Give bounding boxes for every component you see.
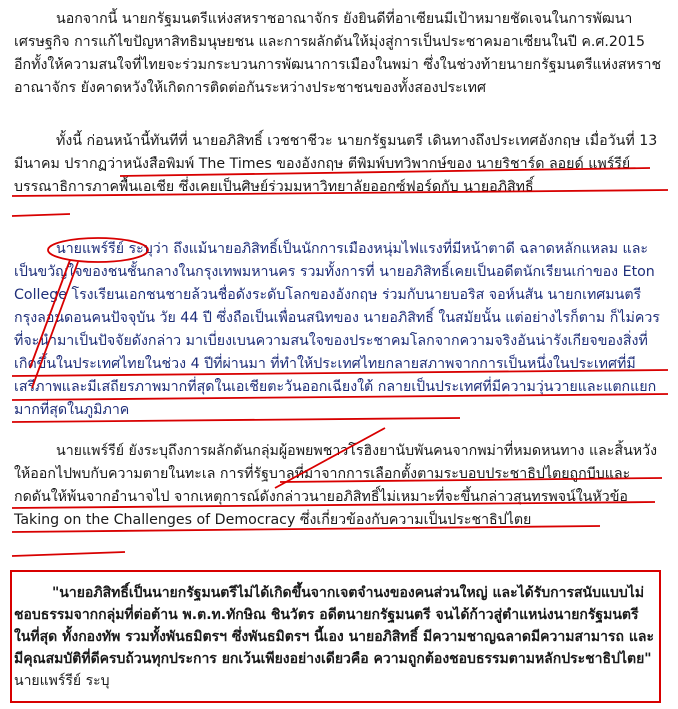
paragraph-rohingya: นายแพร์รีย์ ยังระบุถึงการผลักดันกลุ่มผู้อพยพชาวโรฮิงยานับพันคนจากพม่าที่หมดหนทาง และสิ้นหวังให้ออกไปพบกับความตายในทะเล การที่รัฐบาลที่มาจากการเลือกตั้งตามระบอบประชาธิปไตยถูกบีบและกดดันให้พ้นจากอำนาจไป จากเหตุการณ์ดังกล่าวนายอภิสิทธิ์ไม่เหมาะที่จะขึ้นกล่าวสุนทรพจน์ในหัวข้อ Taking on the Challenges of Democracy ซึ่งเกี่ยวข้องกับความเป็นประชาธิปไตย — [14, 443, 658, 528]
paragraph-times-critique: ทั้งนี้ ก่อนหน้านี้ทันทีที่ นายอภิสิทธิ์ เวชชาชีวะ นายกรัฐมนตรี เดินทางถึงประเทศอังกฤษ เมื่อวันที่ 13 มีนาคม ปรากฏว่าหนังสือพิมพ์ The Times ของอังกฤษ ตีพิมพ์บทวิพากษ์ของ นายริชาร์ด ลอยด์ แพร์รีย์ บรรณาธิการภาคพื้นเอเชีย ซึ่งเคยเป็นศิษย์ร่วมมหาวิทยาลัยออกซ์ฟอร์ดกับ นายอภิสิทธิ์ — [14, 133, 658, 195]
quote-attribution: นายแพร์รีย์ ระบุ — [14, 673, 110, 689]
paragraph-asean-goals: นอกจากนี้ นายกรัฐมนตรีแห่งสหราชอาณาจักร ยังยินดีที่อาเซียนมีเป้าหมายชัดเจนในการพัฒนาเศรษฐกิจ การแก้ไขปัญหาสิทธิมนุษยชน และการผลักดันให้มุ่งสู่การเป็นประชาคมอาเซียนในปี ค.ศ.2015 อีกทั้งให้ความสนใจที่ไทยจะร่วมกระบวนการพัฒนาการเมืองในพม่า ซึ่งในช่วงท้ายนายกรัฐมนตรีแห่งสหราชอาณาจักร ยังคาดหวังให้เกิดการติดต่อกันระหว่างประชาชนของทั้งสองประเทศ — [14, 11, 662, 96]
underline-democracy-line4 — [12, 552, 125, 556]
quote-text: "นายอภิสิทธิ์เป็นนายกรัฐมนตรีไม่ได้เกิดขึ้นจากเจตจำนงของคนส่วนใหญ่ และได้รับการสนับแบบไม่ชอบธรรมจากกลุ่มที่ต่อต้าน พ.ต.ท.ทักษิณ ชินวัตร อดีตนายกรัฐมนตรี จนได้ก้าวสู่ตำแหน่งนายกรัฐมนตรีในที่สุด ทั้งกองทัพ รวมทั้งพันธมิตรฯ ซึ่งพันธมิตรฯ นี้เอง นายอภิสิทธิ์ มีความชาญฉลาดมีความสามารถ และมีคุณสมบัติที่ดีครบถ้วนทุกประการ ยกเว้นเพียงอย่างเดียวคือ ความถูกต้องชอบธรรมตามหลักประชาธิปไตย" — [14, 585, 654, 667]
paragraph-parry-remarks: นายแพร์รีย์ ระบุว่า ถึงแม้นายอภิสิทธิ์เป็นนักการเมืองหนุ่มไฟแรงที่มีหน้าตาดี ฉลาดหลักแหลม และเป็นขวัญใจของชนชั้นกลางในกรุงเทพมหานคร รวมทั้งการที่ นายอภิสิทธิ์เคยเป็นอดีตนักเรียนเก่าของ Eton College โรงเรียนเอกชนชายล้วนชื่อดังระดับโลกของอังกฤษ ร่วมกับนายบอริส จอห์นสัน นายกเทศมนตรีกรุงลอนดอนคนปัจจุบัน วัย 44 ปี ซึ่งถือเป็นเพื่อนสนิทของ นายอภิสิทธิ์ ในสมัยนั้น แต่อย่างไรก็ตาม ก็ไม่ควรที่จะนำมาเป็นปัจจัยดังกล่าว มาเบี่ยงเบนความสนใจของประชาคมโลกจากความจริงอันน่ารังเกียจของสิ่งที่เกิดขึ้นในประเทศไทยในช่วง 4 ปีที่ผ่านมา ที่ทำให้ประเทศไทยกลายสภาพจากการเป็นหนึ่งในประเทศที่มีเสรีภาพและมีเสถียรภาพมากที่สุดในเอเชียตะวันออกเฉียงใต้ กลายเป็นประเทศที่มีความวุ่นวายและแตกแยกมากที่สุดในภูมิภาค — [14, 241, 660, 418]
underline-times-line3 — [12, 214, 70, 216]
quote-paragraph — [14, 582, 654, 692]
